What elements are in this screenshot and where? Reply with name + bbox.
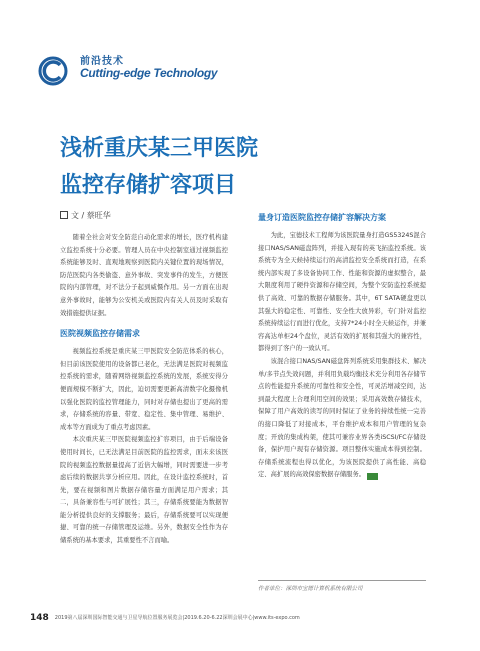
paragraph: 随着全社会对安全防范自动化需求的增长，医疗机构建立监控系统十分必要。管理人员在中央控制室通过视频监控系统能够及时、直观地观察到医院内关键位置的现场情况，防范医院内各类偷盗、意外事故、突发事件的发生，方便医院的内部管理，对不法分子起到威慑作用。另一方面在出现意外事故时，能够为公安机关或医院内有关人员及时采取有效措施提供证据。 (60, 234, 228, 317)
footer-text: 2019第八届深圳国际智能交通与卫星导航位置服务展览会|2019.6.20-6.22深圳会展中心|www.its-expo.com (54, 615, 300, 621)
author-affiliation: 作者单位：深圳市宝德计算机系统有限公司 (258, 580, 426, 592)
section-heading: 量身订造医院监控存储扩容解决方案 (258, 213, 386, 222)
left-column (60, 232, 228, 548)
article-title (60, 130, 420, 204)
title-line-2: 监控存储扩容项目 (60, 173, 237, 198)
page-footer (30, 613, 450, 623)
section-logo-icon (38, 56, 68, 86)
paragraph (258, 356, 426, 482)
paragraph: 本次重庆某三甲医院视频监控扩容项目，由于后端设备使用时间长，已无法满足目前医院的监控需求，面末来该医院的视频监控数据量提高了近倍大幅增，同时需要进一步考虑后续的数据共享分析应用。因此，在设计监控系统时，首先，要在视频和图片数据存储容量方面满足用户需求；其二，具备兼容性与可扩展性；其三，存储系统要能为数据智能分析提供良好的支撑服务；最后，存储系统要可以实现便捷、可靠的统一存储管理及运维。另外，数据安全性作为存储系统的基本要求，其重要性不言而喻。 (60, 436, 228, 545)
byline (60, 210, 111, 221)
byline-box-icon (60, 211, 68, 219)
page-number: 148 (30, 613, 49, 623)
byline-text: 文 / 蔡旺华 (71, 211, 111, 220)
title-line-1: 浅析重庆某三甲医院 (60, 136, 259, 161)
section-label-cn: 前沿技术 (80, 56, 124, 67)
right-column (258, 212, 426, 482)
section-label-en: Cutting-edge Technology (80, 66, 218, 80)
end-badge: CPS (367, 473, 378, 480)
section-heading: 医院视频监控存储需求 (60, 329, 140, 339)
paragraph: 为此，宝德技术工程师为该医院量身打造GS5324S混合接口NAS/SAN磁盘阵列，并接入现有的英飞拓监控系统。该系统专为全天候持续运行的高清监控安全系统而打造，在系统内部实现了多设备协同工作、性能和资源的虚拟整合，最大限度利用了硬件资源和存储空间，为整个安防监控系统提供了高效、可靠的数据存储服务。其中，6T SATA硬盘更以其强大的稳定性、可靠性、安全性大放异彩，专门针对监控系统持续运行而进行优化，支持7*24小时全天候运作，并兼容高达单柜24个盘位，灵活有效的扩展和其强大的兼容性，都得到了客户的一致认可。 (258, 232, 426, 353)
paragraph: 视频监控系统是重庆某三甲医院安全防范体系的核心，但目前该医院使用的设备都已老化，无法满足医院对视频监控系统的需求，随着网络视频监控系统的发展，系统安得分便面规模不断扩大，因此，迫切需要更新高清数字化摄像机以强化医院的监控管理能力，同时对存储也提出了更高的需求，存储系统的容量、带宽、稳定性、集中管理、易维护、成本等方面成为了重点考虑因素。 (60, 348, 228, 431)
paragraph-text: 该混合接口NAS/SAN磁盘阵列系统采用集群技术、解决单/多节点失效问题，并利用负载均衡技术充分利用各存储节点的性能提升系统的可靠性和安全性，可灵活增减空间，达到最大程度上合理利用空间的效果；采用高效数存储技术，保障了用户高效的读写的同时保证了业务的持续性统一完善的接口降低了对接成本，平台维护成本和用户管理的复杂度；开放的集成构架，使其可兼容业界各类iSCSI/FC存储设备，保护用户现有存储资源。项目整体实施成本得到控制。存储系统流程也得以优化，为该医院提供了高性能、高稳定、高扩展的高效保密数据存储服务。 (258, 357, 426, 479)
